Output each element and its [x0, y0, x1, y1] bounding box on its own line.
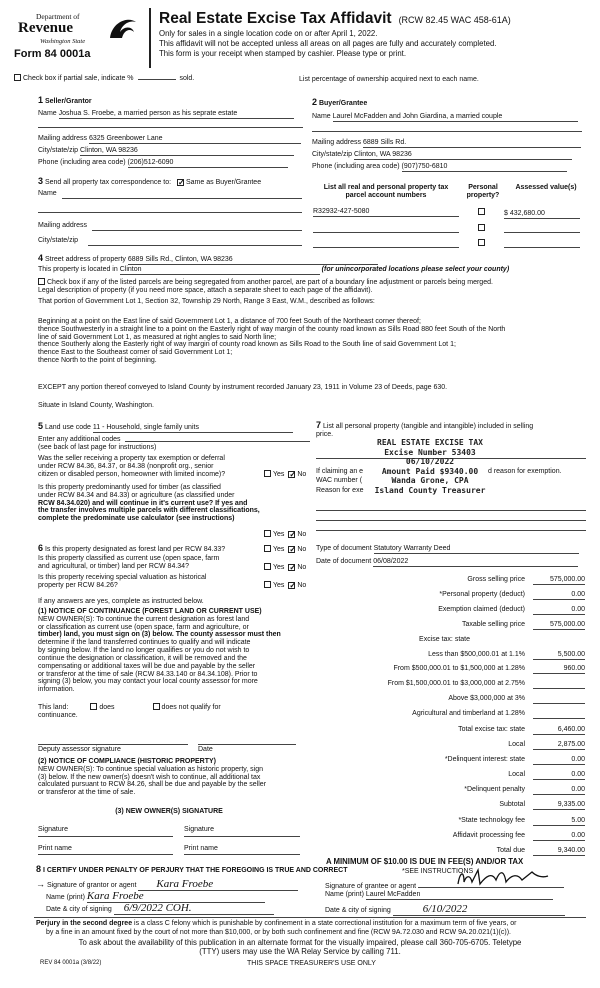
timber-yes-checkbox[interactable]	[264, 530, 271, 537]
personal-col-header: Personal property?	[466, 184, 500, 199]
parcel-number-field[interactable]: R32932-427-5080	[313, 208, 459, 217]
perjury-notice-2: by a fine in an amount fixed by the court of not more than $10,000, or by both such confinement and fine (RCW 9A.72.030 and RCW 9A.20.021(1)(c)).	[46, 929, 511, 936]
reason-label: Reason for exe	[316, 487, 364, 494]
accessibility-note: To ask about the availability of this publication in an alternate format for the visually impaired, please call 360-705-6705. Teletype (TTY) users may use the WA Relay Service by calling 711.	[78, 938, 522, 956]
bracket-2-tax[interactable]: 960.00	[533, 665, 585, 674]
land-does-checkbox[interactable]	[90, 703, 97, 710]
buyer-name-row: Name Laurel McFadden and John Giardina, a married couple	[312, 113, 582, 122]
timber-question: Is this property predominantly used for timber (as classified under RCW 84.34 and 84.33) or agriculture (as classified under RCW 84.34.020) and will continue in it's current use? If yes and the transfer involves multiple parcels with different classifications, complete the predominate use calculator (see instructions)	[38, 484, 260, 523]
legal-line-1: That portion of Government Lot 1, Section 32, Township 29 North, Range 3 East, W.M., described as follows:	[38, 298, 375, 305]
deputy-date-label: Date	[198, 746, 213, 753]
sec7-heading: 7 List all personal property (tangible and intangible) included in selling price.	[316, 420, 534, 438]
seller-city-field[interactable]: Clinton, WA 98236	[80, 147, 294, 156]
delinquent-interest-local[interactable]: 0.00	[533, 771, 585, 780]
exemption-no-checkbox[interactable]	[288, 471, 295, 478]
total-excise-local[interactable]: 2,875.00	[533, 741, 585, 750]
historic-no-checkbox[interactable]	[288, 582, 295, 589]
this-land-row: This land: does does not qualify for	[38, 704, 221, 711]
assessed-value-field[interactable]: $ 432,680.00	[504, 210, 580, 219]
dor-swirl-icon	[106, 14, 140, 42]
grantor-signature-row: → Signature of grantor or agent Kara Froebe	[36, 878, 298, 891]
deputy-signature-field[interactable]	[38, 744, 188, 745]
exemption-question: Was the seller receiving a property tax exemption or deferral under RCW 84.36, 84.37, or 84.38 (nonprofit org., senior citizen or disabled person, homeowner with limited income)?	[38, 455, 226, 478]
form-number: Form 84 0001a	[14, 48, 91, 60]
buyer-mail-row: Mailing address 6889 Sills Rd.	[312, 139, 582, 148]
affidavit-processing-fee[interactable]: 0.00	[533, 832, 585, 841]
personal-property-checkbox-2[interactable]	[478, 224, 485, 231]
grantee-signature	[452, 866, 552, 890]
sec3-city-label: City/state/zip	[38, 237, 79, 244]
agricultural-tax[interactable]	[533, 710, 585, 719]
delinquent-penalty[interactable]: 0.00	[533, 786, 585, 795]
forest-question: 6 Is this property designated as forest land per RCW 84.33?	[38, 543, 226, 553]
sec3-name-field[interactable]	[62, 198, 302, 199]
owner-print-field-2[interactable]	[184, 854, 300, 855]
current-use-yes-checkbox[interactable]	[264, 563, 271, 570]
gross-selling-price[interactable]: 575,000.00	[533, 576, 585, 585]
timber-yes-no: Yes ✓ No	[264, 530, 306, 539]
seller-name-field[interactable]: Joshua S. Froebe, a married person as his seprate estate	[59, 110, 294, 119]
partial-sale-checkbox[interactable]	[14, 74, 21, 81]
bracket-3-tax[interactable]	[533, 680, 585, 689]
grantor-name-row: Name (print) Kara Froebe	[46, 890, 265, 903]
personal-property-checkbox-3[interactable]	[478, 239, 485, 246]
land-use-row: 5 Land use code 11 - Household, single family units	[38, 421, 293, 433]
buyer-city-row: City/state/zip Clinton, WA 98236	[312, 151, 582, 160]
bracket-1-tax[interactable]: 5,500.00	[533, 651, 585, 660]
additional-codes-field[interactable]	[125, 441, 310, 442]
partial-sold-label: sold.	[179, 75, 195, 82]
timber-no-checkbox[interactable]	[288, 531, 295, 538]
document-type-row: Type of document Statutory Warranty Deed	[316, 545, 579, 554]
owner-print-label-2: Print name	[184, 845, 218, 852]
current-use-question: Is this property classified as current use (open space, farm and agricultural, or timber) land per RCW 84.34?	[38, 555, 220, 570]
tax-calculation: Gross selling price 575,000.00 *Personal property (deduct) 0.00 Exemption claimed (deduct) 0.00 Taxable selling price 575,000.00 Excise tax: state Less than $500,000.01 at 1.1% 5,500.00 From $500,000.01 to $1,500,000 at 1.28% 960.00 From $1,500,000.01 to $3,000,000 at 2.75% Above $3,000,000 at 3% Agricultural and timberland at 1.28% Total excise tax: state 6,460.00 Local 2,875.00 *Delinquent interest: state 0.00 Local 0.00 *Delinquent penalty 0.00 Subtotal 9,335.00 *State technology fee 5.00 Affidavit processing fee 0.00 Total due 9,340.00	[387, 576, 585, 854]
deputy-date-field[interactable]	[198, 744, 296, 745]
located-in-field[interactable]: Clinton	[120, 266, 320, 275]
legal-label: Legal description of property (if you need more space, attach a separate sheet to each page of the affidavit).	[38, 287, 373, 294]
historic-yes-no: Yes ✓ No	[264, 581, 306, 590]
sec3-city-field[interactable]	[88, 245, 302, 246]
certify-statement: 8 I CERTIFY UNDER PENALTY OF PERJURY THAT THE FOREGOING IS TRUE AND CORRECT	[36, 864, 348, 874]
owner-signature-field-2[interactable]	[184, 836, 300, 837]
grantee-date-row: Date & city of signing 6/10/2022	[325, 903, 565, 916]
notice-compliance: (2) NOTICE OF COMPLIANCE (HISTORIC PROPERTY) NEW OWNER(S): To continue special valuation as historic property, sign (3) below. If the new owner(s) doesn't wish to continue, all additional tax calculated pursuant to RCW 84.26, shall be due and payable by the seller or transferor at the time of sale.	[38, 758, 267, 797]
document-type-field[interactable]: Statutory Warranty Deed	[374, 545, 579, 554]
notice-continuance: (1) NOTICE OF CONTINUANCE (FOREST LAND OR CURRENT USE) NEW OWNER(S): To continue the current designation as forest land or classification as current use (open space, farm and agriculture, or timber) land, you must sign on (3) below. The county assessor must then determine if the land transferred continues to qualify and will indicate by signing below. If the land no longer qualifies or you do not wish to continue the designation or classification, it will be removed and the compensating or additional taxes will be due and payable by the seller or transferor at the time of sale (RCW 84.33.140 or 84.34.108). Prior to signing (3) below, you may contact your local county assessor for more information.	[38, 608, 281, 694]
sec3-mail-field[interactable]	[92, 230, 302, 231]
ownership-note: List percentage of ownership acquired next to each name.	[299, 76, 479, 83]
grantor-signature[interactable]: Kara Froebe	[138, 878, 298, 891]
personal-property-checkbox-1[interactable]	[478, 208, 485, 215]
grantor-date-city[interactable]: 6/9/2022 COH.	[114, 902, 274, 915]
buyer-heading: 2 Buyer/Grantee	[312, 97, 368, 107]
deputy-label: Deputy assessor signature	[38, 746, 121, 753]
buyer-phone-row: Phone (including area code) (907)750-6810	[312, 163, 582, 172]
buyer-name-field[interactable]: Laurel McFadden and John Giardina, a married couple	[333, 113, 578, 122]
grantee-name-print[interactable]: Laurel McFadden	[366, 891, 553, 900]
owner-signature-label-1: Signature	[38, 826, 68, 833]
assessed-col-header: Assessed value(s)	[515, 184, 577, 191]
current-use-no-checkbox[interactable]	[288, 564, 295, 571]
dept-name: Revenue	[18, 20, 73, 36]
buyer-city-field[interactable]: Clinton, WA 98236	[354, 151, 572, 160]
treasurer-receipt-stamp: REAL ESTATE EXCISE TAX Excise Number 53403 06/10/2022 Amount Paid $9340.00 Wanda Grone, CPA Island County Treasurer	[374, 438, 486, 495]
buyer-mail-field[interactable]: 6889 Sills Rd.	[363, 139, 581, 148]
wac-label: WAC number (	[316, 477, 363, 484]
any-answers-note: If any answers are yes, complete as instructed below.	[38, 598, 204, 605]
header-note-3: This form is your receipt when stamped by cashier. Please type or print.	[159, 49, 407, 58]
perjury-notice: Perjury in the second degree is a class C felony which is punishable by confinement in a state correctional institution for a maximum term of five years, or	[36, 920, 517, 927]
revision-label: REV 84 0001a (3/8/22)	[40, 960, 102, 966]
parcel-col-header: List all real and personal property tax parcel account numbers	[323, 184, 449, 199]
form-title: Real Estate Excise Tax Affidavit	[159, 10, 392, 27]
owner-print-label-1: Print name	[38, 845, 72, 852]
state-technology-fee[interactable]: 5.00	[533, 817, 585, 826]
claim-label: If claiming an e	[316, 468, 364, 475]
buyer-phone-field[interactable]: (907)750-6810	[402, 163, 567, 172]
additional-codes: Enter any additional codes (see back of last page for instructions)	[38, 436, 157, 451]
partial-sale-label: Check box if partial sale, indicate %	[23, 75, 134, 82]
exemption-yes-no: Yes ✓ No	[264, 470, 306, 479]
exemption-claimed[interactable]: 0.00	[533, 606, 585, 615]
grantee-date-city[interactable]: 6/10/2022	[393, 903, 565, 916]
grantee-name-row: Name (print) Laurel McFadden	[325, 891, 553, 900]
document-date-field[interactable]: 06/08/2022	[373, 558, 578, 567]
treasurer-use-label: THIS SPACE TREASURER'S USE ONLY	[247, 960, 376, 967]
legal-description: Beginning at a point on the East line of said Government Lot 1, a distance of 700 feet South of the Northeast corner thereof; thence Southwesterly in a straight line to a point on the Easterly right of way margin of the county road known as Sills Road 880 feet South of the North line of said Government Lot 1, as measured at right angles to said North line; thence Southerly along the Easterly right of way margin of county road known as Sills Road to the South line of said Government Lot 1; thence East to the Southeast corner of said Government Lot 1; thence North to the point of beginning.	[38, 318, 506, 365]
forest-yes-no: Yes ✓ No	[264, 545, 306, 554]
seller-mail-field[interactable]: 6325 Greenbower Lane	[89, 135, 301, 144]
delinquent-interest-state[interactable]: 0.00	[533, 756, 585, 765]
legal-situate: Situate in Island County, Washington.	[38, 402, 154, 409]
street-row: 4 Street address of property 6889 Sills Rd., Clinton, WA 98236	[38, 253, 378, 265]
personal-property-deduct[interactable]: 0.00	[533, 591, 585, 600]
exemption-yes-checkbox[interactable]	[264, 470, 271, 477]
dept-state: Washington State	[40, 38, 86, 45]
land-does-not-checkbox[interactable]	[153, 703, 160, 710]
forest-no-checkbox[interactable]	[288, 546, 295, 553]
seller-city-row: City/state/zip Clinton, WA 98236	[38, 147, 303, 156]
historic-yes-checkbox[interactable]	[264, 581, 271, 588]
sec3-name-label: Name	[38, 190, 57, 197]
see-instructions: *SEE INSTRUCTIONS	[402, 868, 474, 875]
current-use-yes-no: Yes ✓ No	[264, 563, 306, 572]
grantee-signature-row: Signature of grantee or agent	[325, 880, 564, 891]
legal-except: EXCEPT any portion thereof conveyed to Island County by instrument recorded January 23, 1911 in Volume 23 of Deeds, page 630.	[38, 384, 448, 391]
same-as-buyer-checkbox[interactable]	[177, 179, 184, 186]
seller-phone-field[interactable]: (206)512-6090	[128, 159, 288, 168]
taxable-selling-price[interactable]: 575,000.00	[533, 621, 585, 630]
new-owner-signature-heading: (3) NEW OWNER(S) SIGNATURE	[115, 808, 223, 815]
located-row: This property is located in Clinton (for unincorporated locations please select your county)	[38, 266, 510, 273]
partial-sale-row	[14, 74, 194, 83]
partial-percent-field[interactable]	[138, 79, 176, 80]
forest-yes-checkbox[interactable]	[264, 545, 271, 552]
document-date-row: Date of document 06/08/2022	[316, 558, 578, 567]
seller-phone-row: Phone (including area code) (206)512-6090	[38, 159, 303, 168]
street-address-field[interactable]: 6889 Sills Rd., Clinton, WA 98236	[128, 256, 378, 265]
seller-name-row: Name Joshua S. Froebe, a married person as his seprate estate	[38, 110, 303, 119]
rcw-reference: (RCW 82.45 WAC 458-61A)	[398, 15, 511, 25]
sec3-heading: 3 Send all property tax correspondence to: ✓ Same as Buyer/Grantee	[38, 176, 261, 187]
segregated-checkbox[interactable]	[38, 278, 45, 285]
seller-mail-row: Mailing address 6325 Greenbower Lane	[38, 135, 303, 144]
owner-signature-field-1[interactable]	[38, 836, 173, 837]
total-excise-state[interactable]: 6,460.00	[533, 726, 585, 735]
grantor-name-print[interactable]: Kara Froebe	[87, 890, 265, 903]
bracket-4-tax[interactable]	[533, 695, 585, 704]
dept-line1: Department of	[36, 12, 80, 21]
total-due[interactable]: 9,340.00	[533, 847, 585, 856]
sec3-mail-label: Mailing address	[38, 222, 88, 229]
land-use-field[interactable]: 11 - Household, single family units	[93, 424, 293, 433]
subtotal[interactable]: 9,335.00	[533, 801, 585, 810]
historic-question: Is this property receiving special valuation as historical property per RCW 84.26?	[38, 574, 207, 589]
header-note-1: Only for sales in a single location code on or after April 1, 2022.	[159, 29, 378, 38]
header-divider	[149, 8, 151, 68]
seller-heading: 1 Seller/Grantor	[38, 95, 92, 105]
minimum-due-note: A MINIMUM OF $10.00 IS DUE IN FEE(S) AND/OR TAX	[326, 857, 524, 866]
segregated-row: Check box if any of the listed parcels are being segregated from another parcel, are part of a boundary line adjustment or parcels being merged.	[38, 278, 493, 287]
claim-label-b: d reason for exemption.	[488, 468, 562, 475]
owner-print-field-1[interactable]	[38, 854, 173, 855]
continuance-label: continuance.	[38, 712, 78, 719]
owner-signature-label-2: Signature	[184, 826, 214, 833]
grantor-date-row: Date & city of signing 6/9/2022 COH.	[46, 902, 274, 915]
header-title-row	[159, 10, 511, 27]
header-note-2: This affidavit will not be accepted unless all areas on all pages are fully and accurately completed.	[159, 39, 497, 48]
